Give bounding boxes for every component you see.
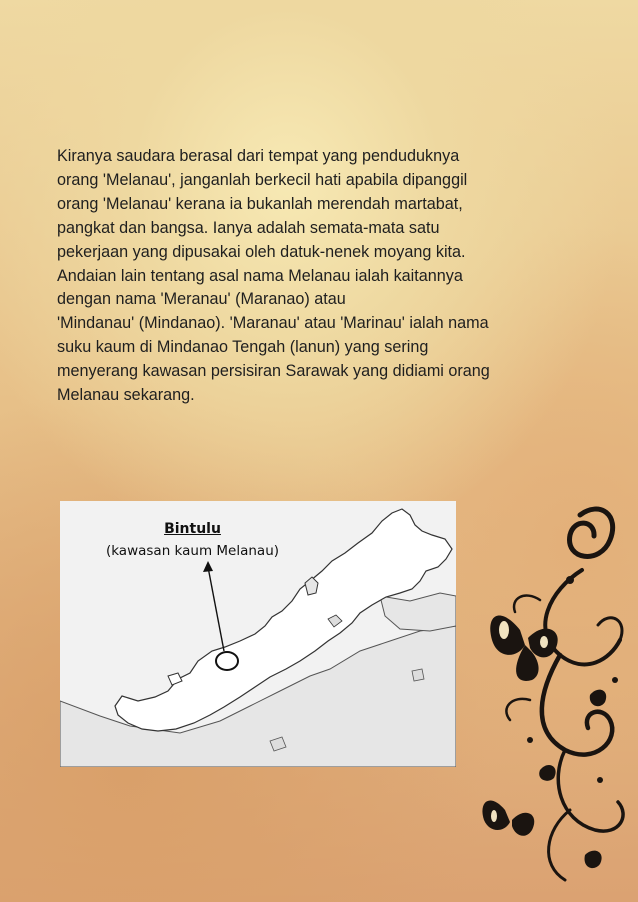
body-paragraph [57, 145, 587, 408]
map-figure [60, 501, 456, 767]
borneo-map [60, 501, 456, 767]
map-region-label: (kawasan kaum Melanau) [105, 543, 280, 559]
paragraph-line: dengan nama 'Meranau' (Maranao) atau [57, 290, 346, 309]
paragraph-line: Andaian lain tentang asal nama Melanau ialah kaitannya [57, 266, 463, 285]
pointer-arrow-line [208, 567, 224, 651]
paragraph-line: 'Mindanau' (Mindanao). 'Maranau' atau 'Marinau' ialah nama [57, 314, 489, 333]
paragraph-line: suku kaum di Mindanao Tengah (lanun) yang sering [57, 338, 429, 357]
map-city-label: Bintulu [164, 521, 221, 537]
island-shape [412, 669, 424, 681]
paragraph-line: orang 'Melanau' kerana ia bukanlah merendah martabat, [57, 194, 463, 213]
pointer-arrow-head [203, 561, 213, 572]
paragraph-line: orang 'Melanau', janganlah berkecil hati apabila dipanggil [57, 170, 468, 189]
paragraph-line: Melanau sekarang. [57, 386, 195, 405]
east-region [380, 593, 456, 631]
paragraph-line: pangkat dan bangsa. Ianya adalah semata-mata satu [57, 218, 440, 237]
paragraph-line: pekerjaan yang dipusakai oleh datuk-nenek moyang kita. [57, 242, 466, 261]
paragraph-line: menyerang kawasan persisiran Sarawak yang didiami orang [57, 362, 490, 381]
paragraph-line: Kiranya saudara berasal dari tempat yang penduduknya [57, 147, 460, 165]
butterfly-swirl-ornament-icon [470, 480, 638, 902]
